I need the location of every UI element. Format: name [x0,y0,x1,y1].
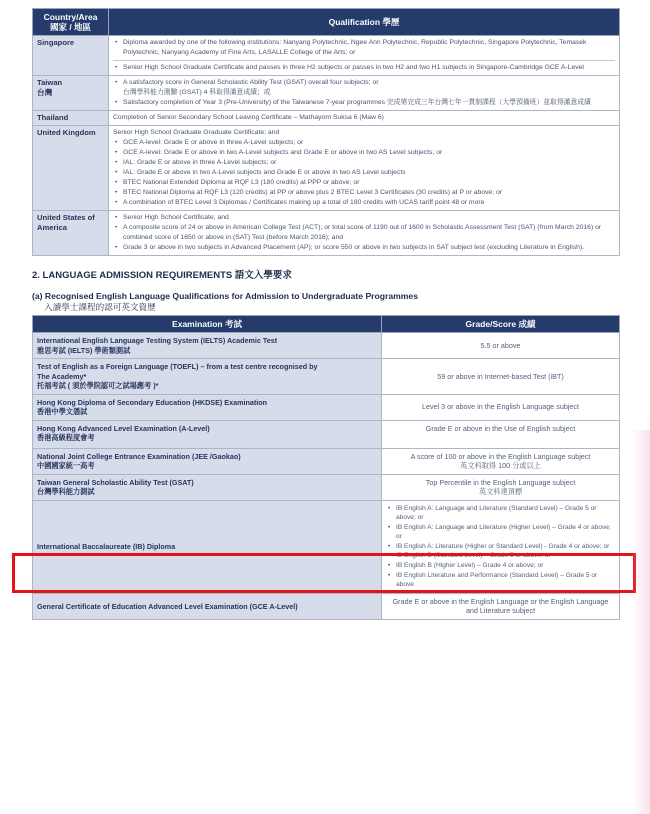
qualification-cell [109,76,620,111]
table-row [33,211,620,256]
requirement-item: • IAL: Grade E or above in two A-Level subjects and Grade E or above in two AS Level subjects [123,168,615,178]
exam-cell [33,448,382,474]
exam-name: General Certificate of Education Advanced Level Examination (GCE A-Level) [37,601,298,611]
requirement-list [113,63,615,73]
exam-name: International English Language Testing System (IELTS) Academic Test [37,336,278,345]
requirement-list [113,78,615,108]
subsection-title-zh: 入讀學士課程的認可英文資歷 [44,302,156,312]
document-page [32,8,620,620]
requirement-item: • Senior High School Certificate; and [123,213,615,223]
table-row [33,448,620,474]
exam-name: 台灣學科能力測試 [37,487,95,496]
grade-header: Grade/Score 成績 [382,316,620,333]
table-row [33,420,620,448]
grade-text: A score of 100 or above in the English Language subject [410,451,591,461]
exam-header: Examination 考試 [33,316,382,333]
requirement-list [113,213,615,253]
grade-cell [382,359,620,395]
grade-cell [382,448,620,474]
exam-name: 香港高級程度會考 [37,433,95,442]
table-row [33,333,620,359]
exam-cell [33,474,382,500]
grade-text: 59 or above in Internet-based Test (iBT) [437,371,564,381]
country-header: Country/Area 國家 / 地區 [33,9,109,36]
exam-name: The Academy* [37,371,87,381]
exam-name: International Baccalaureate (IB) Diploma [37,541,176,551]
grade-list [386,504,615,590]
requirement-item: • A satisfactory score in General Scholastic Ability Test (GSAT) overall four subjects; or 台灣學科能力測驗 (GSAT) 4 科取得滿意成績；或 [123,78,615,98]
exam-cell-content [37,424,377,445]
table-row [33,359,620,395]
qualification-cell [109,111,620,126]
exam-name: 雅思考試 (IELTS) 學術類測試 [37,345,131,355]
qualification-text: Senior High School Graduate Graduate Certificate; and [113,129,280,136]
table-row [33,76,620,111]
english-qualification-table [32,315,620,620]
grade-item: • IB English A: Literature (Higher or Standard Level) - Grade 4 or above; or [396,542,615,552]
requirement-item: • Satisfactory completion of Year 3 (Pre-University) of the Taiwanese 7-year programmes 完成第完成三年台灣七年一貫制課程（大學預備班）並取得滿意成績 [123,98,615,108]
grade-cell [382,474,620,500]
exam-name: Taiwan General Scholastic Ability Test (GSAT) [37,477,194,487]
grade-text: 英文科達頂標 [478,487,523,496]
grade-item: • IB English A: Language and Literature (Higher Level) – Grade 4 or above; or [396,523,615,542]
country-cell: Taiwan 台灣 [33,76,109,111]
requirement-item: • BTEC National Diploma at RQF L3 (120 credits) at PP or above plus 2 BTEC Level 3 Certificates (30 credits) at P or above; or [123,188,615,198]
grade-cell [382,593,620,619]
requirement-item: • A combination of BTEC Level 3 Diplomas / Certificates making up a total of 180 credits with UCAS tariff point 48 or more [123,198,615,208]
grade-cell [382,394,620,420]
grade-item: • IB English A: Language and Literature (Standard Level) – Grade 5 or above; or [396,504,615,523]
country-cell: Thailand [33,111,109,126]
qualification-cell [109,126,620,211]
exam-name: 托福考試 ( 須於學院認可之試場應考 )* [37,381,159,390]
table-row [33,500,620,593]
country-cell: United Kingdom [33,126,109,211]
english-table-header [33,316,620,333]
page-edge-shade [632,430,650,814]
country-cell: Singapore [33,36,109,76]
exam-name: Hong Kong Diploma of Secondary Education (HKDSE) Examination [37,397,268,407]
section-title: 2. LANGUAGE ADMISSION REQUIREMENTS 語文入學要求 [32,270,292,281]
grade-text: Grade E or above in the Use of English subject [425,423,576,433]
table-row [33,111,620,126]
grade-text: Grade E or above in the English Language or the English Language and Literature subject [392,596,609,616]
table-row [33,126,620,211]
requirement-item: • IAL: Grade E or above in three A-Level subjects; or [123,158,615,168]
grade-item: • IB English B (Standard Level) – Grade 5 or above; or [396,551,615,561]
requirement-item: • BTEC National Extended Diploma at RQF L3 (180 credits) at PPP or above; or [123,178,615,188]
qualification-cell [109,36,620,76]
country-cell: United States of America [33,211,109,256]
table-row [33,36,620,76]
subsection-title: (a) Recognised English Language Qualifications for Admission to Undergraduate Programmes [32,291,418,301]
grade-text: Level 3 or above in the English Language subject [421,402,580,412]
qualification-text: Completion of Senior Secondary School Leaving Certificate – Mathayom Suksa 6 (Maw 6) [113,114,384,121]
grade-text: 5.5 or above [480,340,521,350]
exam-name: 中國國家統一高考 [37,461,95,470]
exam-name: National Joint College Entrance Examination (JEE /Gaokao) [37,451,241,461]
exam-name: 香港中學文憑試 [37,407,88,416]
qualification-table-header [33,9,620,36]
row-divider [113,60,615,61]
requirement-item: • A composite score of 24 or above in American College Test (ACT); or total score of 1190 out of 1600 in Scholastic Assessment Test (SAT) (from March 2016) or combined score of 1650 or above in (SAT) Test (before March 2016); and [123,223,615,243]
exam-cell [33,420,382,448]
grade-item: • IB English Literature and Performance (Standard Level) – Grade 5 or above [396,571,615,590]
qualification-table [32,8,620,256]
exam-cell [33,394,382,420]
exam-name: Test of English as a Foreign Language (TOEFL) – from a test centre recognised by [37,362,318,371]
requirement-list [113,38,615,58]
requirement-item: • GCE A-level: Grade E or above in two A-Level subjects and Grade E or above in two AS Level subjects; or [123,148,615,158]
grade-cell [382,500,620,593]
grade-cell [382,420,620,448]
requirement-item: • Diploma awarded by one of the following institutions: Nanyang Polytechnic, Ngee Ann Polytechnic, Republic Polytechnic, Singapore Polytechnic, Temasek Polytechnic, Nanyang Academy of Fine Arts, LASALLE College of the Arts; or [123,38,615,58]
table-row [33,394,620,420]
qualification-cell [109,211,620,256]
grade-cell-content [386,424,615,445]
exam-cell [33,333,382,359]
grade-item: • IB English B (Higher Level) – Grade 4 or above; or [396,561,615,571]
table-row [33,593,620,619]
exam-cell [33,359,382,395]
requirement-item: • Senior High School Graduate Certificate and passes in three H2 subjects or passes in two H2 and two H1 subjects in Singapore-Cambridge GCE A-Level [123,63,615,73]
grade-cell [382,333,620,359]
exam-cell [33,500,382,593]
requirement-item: • Grade 3 or above in two subjects in Advanced Placement (AP); or score 550 or above in two subjects in SAT subject test (excluding Literature in English). [123,243,615,253]
requirement-list [113,138,615,208]
grade-text: 英文科取得 100 分或以上 [460,461,541,470]
qualification-header: Qualification 學歷 [109,9,620,36]
grade-text: Top Percentile in the English Language subject [425,477,576,487]
exam-name: Hong Kong Advanced Level Examination (A-Level) [37,423,210,433]
table-row [33,474,620,500]
requirement-item: • GCE A-level: Grade E or above in three A-Level subjects; or [123,138,615,148]
exam-cell [33,593,382,619]
